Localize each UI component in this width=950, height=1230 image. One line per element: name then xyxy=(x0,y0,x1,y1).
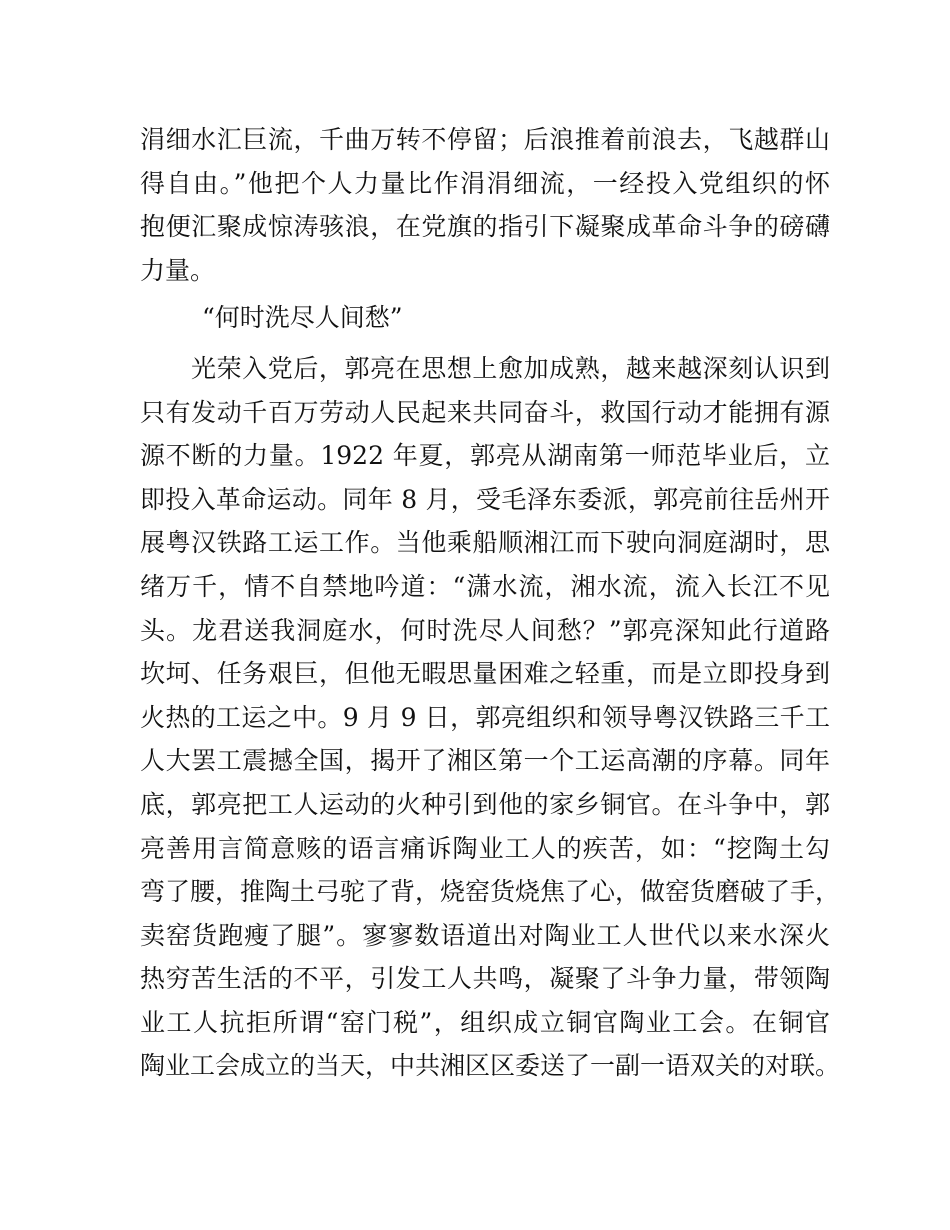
text-line: 热穷苦生活的不平，引发工人共鸣，凝聚了斗争力量，带领陶 xyxy=(140,964,830,994)
text-line: 火热的工运之中。9 月 9 日，郭亮组织和领导粤汉铁路三千工 xyxy=(140,702,830,732)
section-heading: “何时洗尽人间愁” xyxy=(202,303,403,333)
text-line: 弯了腰，推陶土弓驼了背，烧窑货烧焦了心，做窑货磨破了手， xyxy=(140,877,841,907)
text-line: 亮善用言简意赅的语言痛诉陶业工人的疾苦，如：“挖陶土勾 xyxy=(140,833,830,863)
text-line: 人大罢工震撼全国，揭开了湘区第一个工运高潮的序幕。同年 xyxy=(140,746,830,776)
text-line: 展粤汉铁路工运工作。当他乘船顺湘江而下驶向洞庭湖时，思 xyxy=(140,528,830,558)
text-line: 源不断的力量。1922 年夏，郭亮从湖南第一师范毕业后，立 xyxy=(140,441,830,471)
text-line: 力量。 xyxy=(140,255,216,285)
text-line: 只有发动千百万劳动人民起来共同奋斗，救国行动才能拥有源 xyxy=(140,397,830,427)
text-line: 抱便汇聚成惊涛骇浪，在党旗的指引下凝聚成革命斗争的磅礴 xyxy=(140,212,830,242)
paragraph-2 xyxy=(140,347,841,1088)
text-line: 头。龙君送我洞庭水，何时洗尽人间愁？”郭亮深知此行道路 xyxy=(140,615,830,645)
text-line: 涓细水汇巨流，千曲万转不停留；后浪推着前浪去，飞越群山 xyxy=(140,125,830,154)
text-line: 得自由。”他把个人力量比作涓涓细流，一经投入党组织的怀 xyxy=(140,168,830,198)
text-line: 业工人抗拒所谓“窑门税”，组织成立铜官陶业工会。在铜官 xyxy=(140,1007,830,1037)
paragraph-1 xyxy=(140,118,830,292)
text-line: 底，郭亮把工人运动的火种引到他的家乡铜官。在斗争中，郭 xyxy=(140,789,830,819)
text-line: 陶业工会成立的当天，中共湘区区委送了一副一语双关的对联。 xyxy=(140,1051,841,1081)
text-line: 即投入革命运动。同年 8 月，受毛泽东委派，郭亮前往岳州开 xyxy=(140,484,830,514)
body-text xyxy=(140,118,841,1088)
text-line: 坎坷、任务艰巨，但他无暇思量困难之轻重，而是立即投身到 xyxy=(140,659,830,689)
text-line: 光荣入党后，郭亮在思想上愈加成熟，越来越深刻认识到 xyxy=(191,353,830,383)
text-line: 卖窑货跑瘦了腿”。寥寥数语道出对陶业工人世代以来水深火 xyxy=(140,920,830,950)
text-line: 绪万千，情不自禁地吟道：“潇水流，湘水流，流入长江不见 xyxy=(140,571,830,601)
